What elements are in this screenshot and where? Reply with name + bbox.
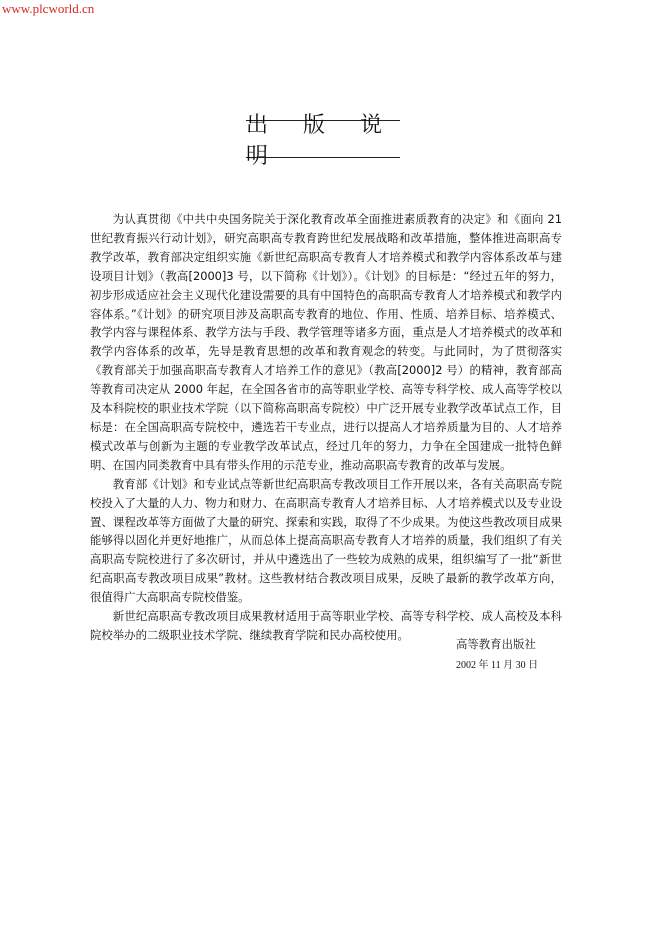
- title-box: [246, 113, 400, 169]
- publisher-signature: 高等教育出版社: [456, 637, 536, 651]
- paragraph-1: 为认真贯彻《中共中央国务院关于深化教育改革全面推进素质教育的决定》和《面向 21 世纪教育振兴行动计划》，研究高职高专教育跨世纪发展战略和改革措施，整体推进高职高专教学改革，教育部决定组织实施《新世纪高职高专教育人才培养模式和教学内容体系改革与建设项目计划》（教高[2000]3 号，以下简称《计划》）。《计划》的目标是：“经过五年的努力，初步形成适应社会主义现代化建设需要的具有中国特色的高职高专教育人才培养模式和教学内容体系。”《计划》的研究项目涉及高职高专教育的地位、作用、性质、培养目标、培养模式、教学内容与课程体系、教学方法与手段、教学管理等诸多方面，重点是人才培养模式的改革和教学内容体系的改革，先导是教育思想的改革和教育观念的转变。与此同时，为了贯彻落实《教育部关于加强高职高专教育人才培养工作的意见》（教高[2000]2 号）的精神，教育部高等教育司决定从 2000 年起，在全国各省市的高等职业学校、高等专科学校、成人高等学校以及本科院校的职业技术学院（以下简称高职高专院校）中广泛开展专业教学改革试点工作，目标是：在全国高职高专院校中，遴选若干专业点，进行以提高人才培养质量为目的、人才培养模式改革与创新为主题的专业教学改革试点，经过几年的努力，力争在全国建成一批特色鲜明、在国内同类教育中具有带头作用的示范专业，推动高职高专教育的改革与发展。: [90, 212, 562, 472]
- body-text: [90, 210, 562, 645]
- paragraph-3: 新世纪高职高专教改项目成果教材适用于高等职业学校、高等专科学校、成人高校及本科院校举办的二级职业技术学院、继续教育学院和民办高校使用。: [90, 609, 562, 642]
- page-title: 出 版 说 明: [246, 113, 396, 169]
- watermark-url: www.plcworld.cn: [2, 1, 95, 16]
- paragraph-2: 教育部《计划》和专业试点等新世纪高职高专教改项目工作开展以来，各有关高职高专院校投入了大量的人力、物力和财力、在高职高专教育人才培养目标、人才培养模式以及专业设置、课程改革等方面做了大量的研究、探索和实践，取得了不少成果。为使这些教改项目成果能够得以固化并更好地推广，从而总体上提高高职高专教育人才培养的质量，我们组织了有关高职高专院校进行了多次研讨，并从中遴选出了一些较为成熟的成果，组织编写了一批“新世纪高职高专教改项目成果”教材。这些教材结合教改项目成果，反映了最新的教学改革方向，很值得广大高职高专院校借鉴。: [90, 476, 562, 605]
- publish-date: 2002 年 11 月 30 日: [456, 660, 539, 671]
